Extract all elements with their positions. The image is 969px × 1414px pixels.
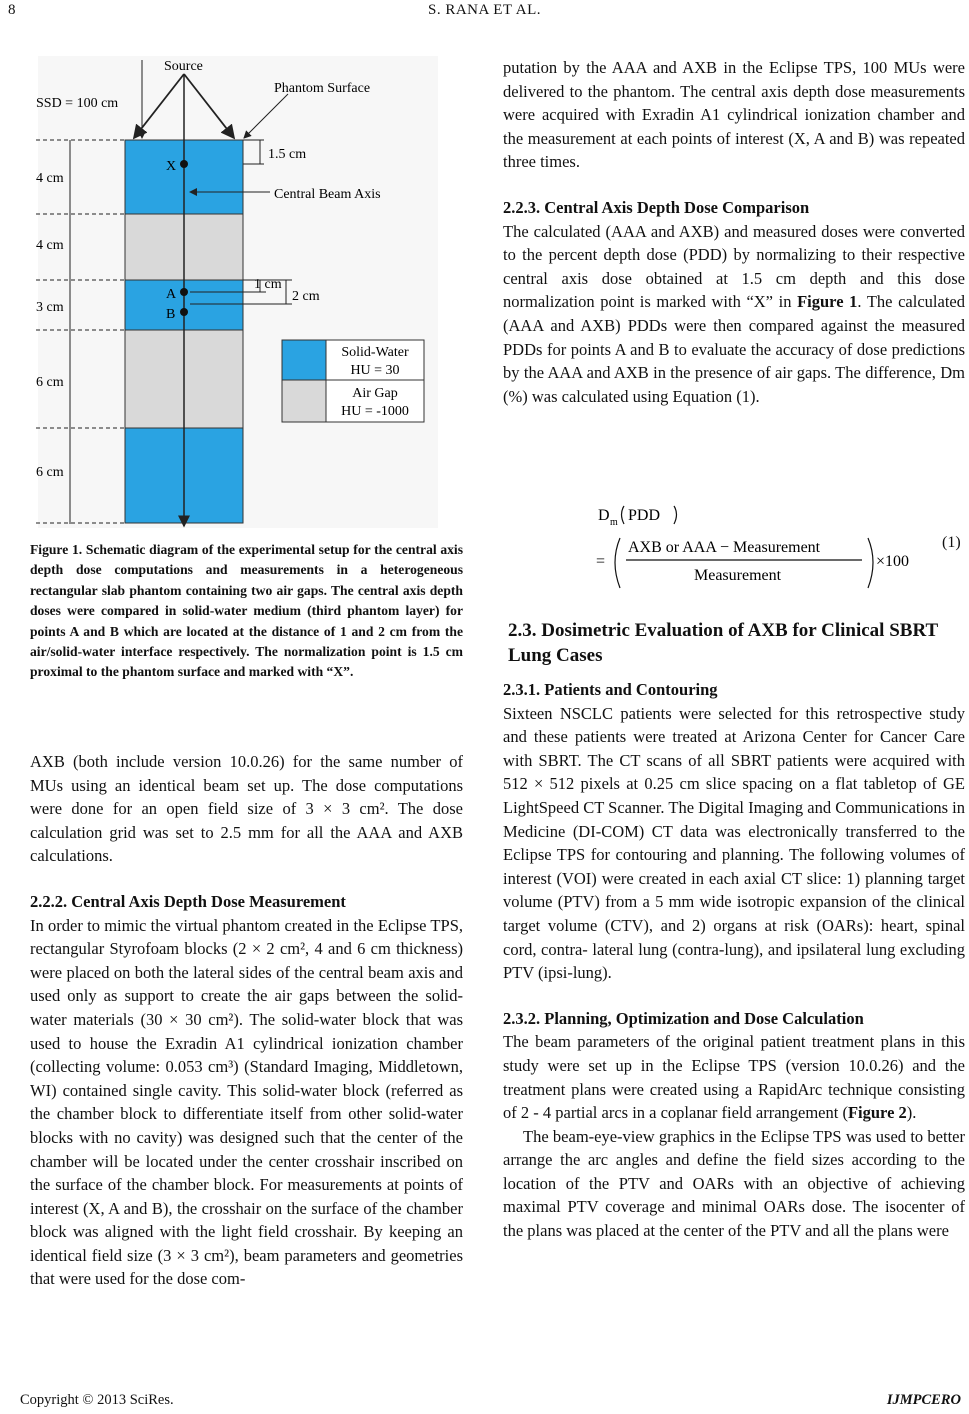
heading-2-2-3: 2.2.3. Central Axis Depth Dose Comparison (503, 197, 810, 217)
right-para-5: The beam-eye-view graphics in the Eclipse TPS was used to better arrange the arc angles and define the field sizes according to the location of the PTV and OARs with an objective of achieving maximal PTV coverage and minimal OARs dose. The isocenter of the plans was placed at the center of the PTV and all the plans were (503, 1126, 965, 1241)
left-para-2: In order to mimic the virtual phantom created in the Eclipse TPS, rectangular Styrofoam blocks (2 × 2 cm², 4 and 6 cm thickness) were placed on both the lateral sides of the central beam axis and used only as support to create the air gaps between the solid-water materials (30 × 30 cm²). The solid-water block that was used to house the Exradin A1 cylindrical ionization chamber (collecting volume: 0.053 cm³) (Standard Imaging, Middletown, WI) contained single cavity. This solid-water block (referred as the chamber block to differentiate itself from other solid-water blocks with no cavity) was designed such that the center of the chamber will be located under the center crosshair inscribed on the surface of the chamber block. For measurements at points of interest (X, A and B), the crosshair on the surface of the chamber block was aligned with the light field crosshair. By keeping an identical field size (3 × 3 cm²), beam parameters and geometries that were used for the dose com- (30, 915, 463, 1289)
eq-denominator: Measurement (694, 567, 782, 584)
eq-equals: = (596, 553, 606, 570)
label-a: A (166, 287, 177, 302)
legend-air-gap-hu: HU = -1000 (341, 404, 409, 419)
legend-solid-water-name: Solid-Water (341, 345, 409, 360)
point-a-marker (180, 288, 188, 296)
point-x-marker (180, 160, 188, 168)
right-column-bottom (503, 678, 965, 1243)
heading-2-3 (508, 618, 968, 668)
eq-factor: ×100 (876, 553, 910, 570)
eq-numerator: AXB or AAA − Measurement (628, 539, 821, 556)
equation-1 (570, 500, 965, 600)
heading-2-3-number: 2.3. (508, 620, 537, 641)
heading-2-3-1: 2.3.1. Patients and Contouring (503, 680, 718, 699)
right-column-top (503, 56, 965, 408)
equation-number: (1) (942, 534, 961, 551)
legend-solid-water-hu: HU = 30 (350, 363, 400, 378)
page-number: 8 (8, 2, 16, 18)
eq-lhs-arg: PDD (628, 507, 661, 524)
legend-air-gap-name: Air Gap (352, 386, 398, 401)
right-para-4: The beam parameters of the original patient treatment plans in this study were set up in the Eclipse TPS (version 10.0.26) and the treatment plans were created using a RapidArc technique consisting of 2 - 4 partial arcs in a coplanar field arrangement (Figure 2). (503, 1032, 965, 1123)
figure-2-reference[interactable]: Figure 2 (847, 1103, 907, 1123)
label-layer-1: 4 cm (36, 171, 64, 186)
label-b: B (166, 307, 176, 322)
figure-1-diagram (30, 52, 450, 532)
footer-journal: IJMPCERO (886, 1392, 961, 1408)
label-1-5cm: 1.5 cm (268, 147, 307, 162)
label-x: X (166, 159, 177, 174)
heading-2-2-2: 2.2.2. Central Axis Depth Dose Measurement (30, 891, 346, 911)
right-para-2: The calculated (AAA and AXB) and measured doses were converted to the percent depth dose (PDD) by normalizing to their respective central axis dose obtained at 1.5 cm depth and this dose normalization point is marked with “X” in Figure 1. The calculated (AAA and AXB) PDDs were then compared against the measured PDDs for points A and B to evaluate the accuracy of dose predictions by the AAA and AXB in the presence of air gaps. The difference, Dm (%) was calculated using Equation (1). (503, 221, 965, 406)
legend-solid-water-swatch (282, 340, 326, 380)
label-1cm: 1 cm (254, 277, 282, 292)
heading-2-3-text: Dosimetric Evaluation of AXB for Clinical SBRT Lung Cases (508, 620, 938, 666)
figure-1-reference[interactable]: Figure 1 (797, 292, 858, 312)
right-para-3: Sixteen NSCLC patients were selected for this retrospective study and these patients were treated at Arizona Center for Cancer Care with SBRT. The CT scans of all SBRT patients were acquired with 512 × 512 pixels at 0.25 cm slice spacing on a flat tabletop of GE LightSpeed CT Scanner. The Digital Imaging and Communications in Medicine (DI-COM) CT data was electronically transferred to the Eclipse TPS for contouring and planning. The following volumes of interest (VOI) were created in each axial CT slice: 1) planning target volume (PTV) from a 5 mm wide isotropic expansion of the clinical target volume (CTV), and 2) organs at risk (OARs): heart, spinal cord, contra- lateral lung (contra-lung), and ipsilateral lung excluding PTV (ipsi-lung). (503, 703, 965, 983)
legend-air-gap-swatch (282, 380, 326, 422)
label-phantom-surface: Phantom Surface (274, 81, 371, 96)
eq-lhs-symbol: D (598, 507, 610, 524)
eq-lhs-sub: m (610, 517, 618, 528)
label-central-beam-axis: Central Beam Axis (274, 187, 381, 202)
figure-1-caption: Figure 1. Schematic diagram of the experimental setup for the central axis depth dose computations and measurements in a heterogeneous rectangular slab phantom containing two air gaps. The central axis depth doses were compared in solid-water medium (third phantom layer) for points A and B which are located at the distance of 1 and 2 cm from the air/solid-water interface respectively. The normalization point is 1.5 cm proximal to the phantom surface and marked with “X”. (30, 542, 463, 680)
label-layer-4: 6 cm (36, 375, 64, 390)
footer-copyright: Copyright © 2013 SciRes. (20, 1392, 174, 1408)
left-column (30, 750, 463, 1291)
label-2cm: 2 cm (292, 289, 320, 304)
label-source: Source (164, 59, 203, 74)
right-para-1: putation by the AAA and AXB in the Eclipse TPS, 100 MUs were delivered to the phantom. The central axis depth dose measurements were acquired with Exradin A1 cylindrical ionization chamber and the measurement at each points of interest (X, A and B) was repeated three times. (503, 58, 965, 172)
label-layer-2: 4 cm (36, 238, 64, 253)
label-layer-5: 6 cm (36, 465, 64, 480)
point-b-marker (180, 308, 188, 316)
label-layer-3: 3 cm (36, 300, 64, 315)
heading-2-3-2: 2.3.2. Planning, Optimization and Dose Calculation (503, 1008, 864, 1028)
left-para-1: AXB (both include version 10.0.26) for the same number of MUs using an identical beam set up. The dose computations were done for an open field size of 3 × 3 cm². The dose calculation grid was set to 2.5 mm for all the AAA and AXB calculations. (30, 752, 463, 866)
label-ssd: SSD = 100 cm (36, 96, 119, 111)
running-header: S. RANA ET AL. (428, 2, 541, 18)
